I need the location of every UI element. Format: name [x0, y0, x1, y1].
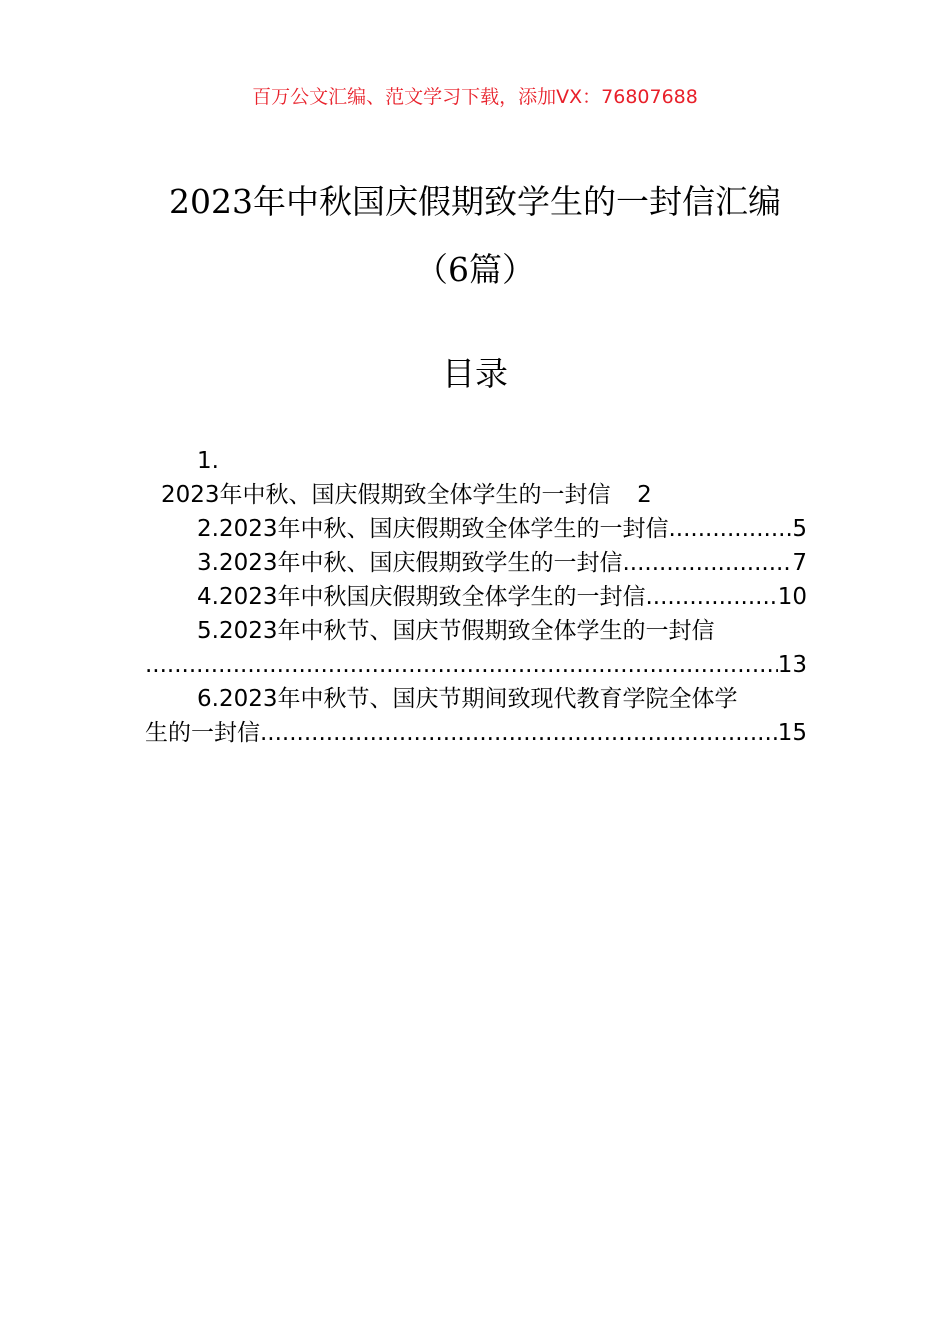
toc-entry-1-number[interactable]: 1.	[197, 448, 219, 474]
document-subtitle: （6篇）	[415, 250, 535, 289]
toc-entry-2-page: 5	[792, 516, 807, 542]
toc-entry-5-title: 5.2023年中秋节、国庆节假期致全体学生的一封信	[197, 618, 715, 644]
toc-entry-1-page: 2	[637, 482, 652, 508]
toc-entry-1[interactable]	[145, 478, 807, 512]
toc-entry-2-title: 2.2023年中秋、国庆假期致全体学生的一封信	[197, 516, 669, 542]
toc-entry-6[interactable]	[145, 682, 807, 716]
toc-entry-3-page: 7	[792, 550, 807, 576]
toc-entry-6-title-part1: 6.2023年中秋节、国庆节期间致现代教育学院全体学	[197, 686, 738, 712]
toc-leader-dots	[145, 648, 778, 682]
document-title: 2023年中秋国庆假期致学生的一封信汇编	[169, 182, 781, 221]
toc-entry-1-title: 2023年中秋、国庆假期致全体学生的一封信	[161, 482, 611, 508]
toc-entry-4[interactable]	[145, 580, 807, 614]
toc-entry-5-continuation[interactable]	[145, 648, 807, 682]
toc-heading: 目录	[442, 354, 508, 393]
toc-entry-4-page: 10	[777, 584, 807, 610]
toc-leader-dots	[622, 546, 792, 580]
toc-entry-6-title-part2: 生的一封信	[145, 720, 260, 746]
toc-entry-6-page: 15	[777, 720, 807, 746]
toc-entry-2[interactable]	[145, 512, 807, 546]
toc-entry-5[interactable]	[145, 614, 807, 648]
toc-leader-dots	[645, 580, 777, 614]
header-note: 百万公文汇编、范文学习下载，添加VX：76807688	[252, 86, 698, 108]
toc-leader-dots	[260, 716, 778, 750]
toc-entry-3[interactable]	[145, 546, 807, 580]
toc-entry-5-page: 13	[777, 652, 807, 678]
toc-entry-3-title: 3.2023年中秋、国庆假期致学生的一封信	[197, 550, 623, 576]
toc-entry-6-continuation[interactable]	[145, 716, 807, 750]
toc-entry-4-title: 4.2023年中秋国庆假期致全体学生的一封信	[197, 584, 646, 610]
toc-leader-dots	[668, 512, 792, 546]
table-of-contents	[145, 444, 807, 750]
